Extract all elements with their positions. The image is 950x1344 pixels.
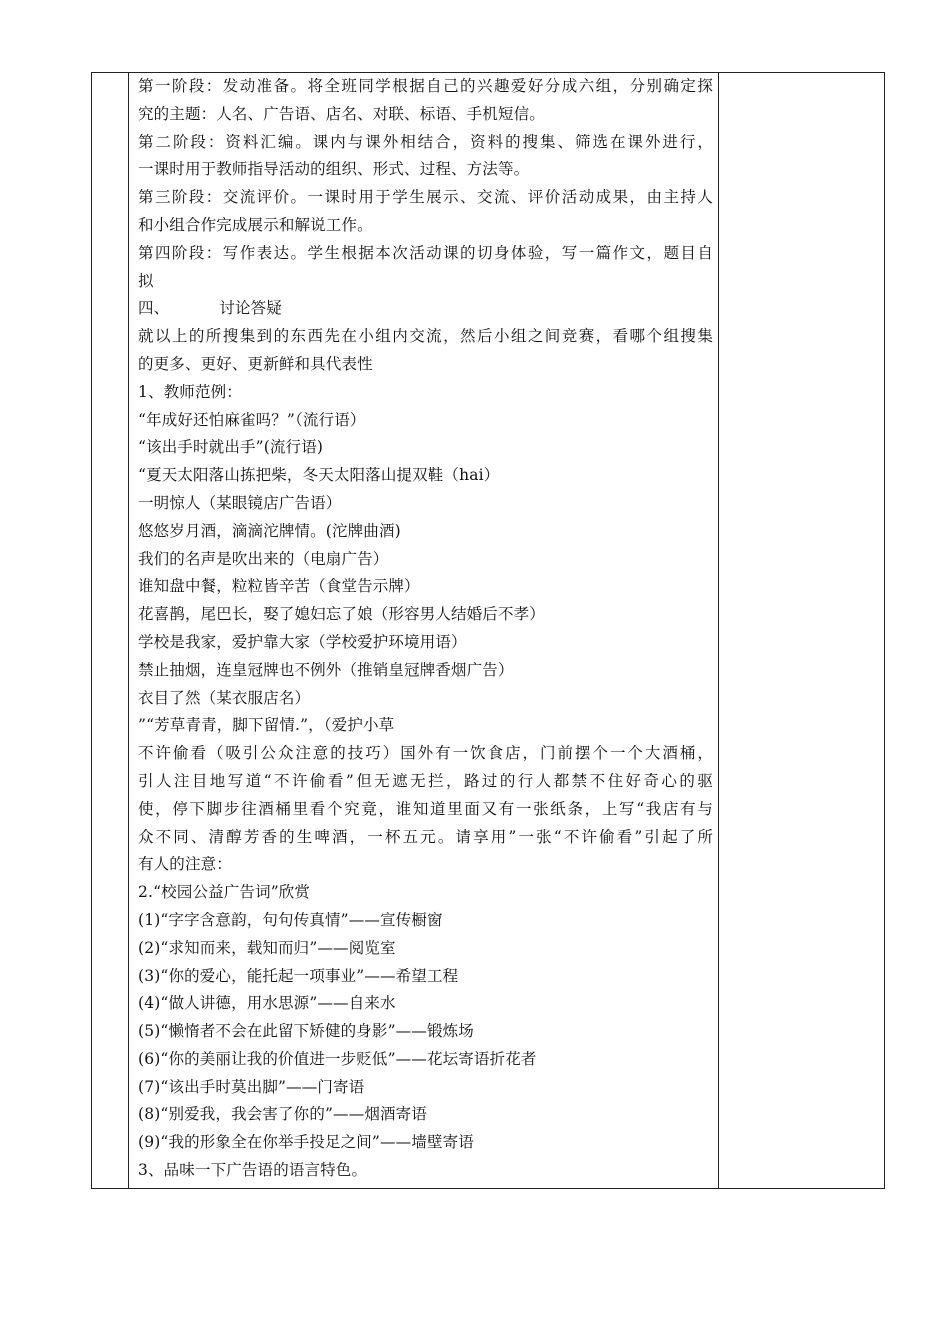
text-line: “年成好还怕麻雀吗？”（流行语） bbox=[138, 410, 366, 429]
text-line: (7)“该出手时莫出脚”——门寄语 bbox=[138, 1077, 365, 1096]
text-line: 一明惊人（某眼镜店广告语） bbox=[138, 493, 342, 512]
text-line: ”“芳草青青，脚下留情.”，（爱护小草 bbox=[138, 716, 395, 735]
text-line: “该出手时就出手”(流行语) bbox=[138, 438, 324, 457]
section-heading bbox=[138, 295, 713, 323]
text-line: 花喜鹊，尾巴长，娶了媳妇忘了娘（形容男人结婚后不孝） bbox=[138, 605, 545, 624]
text-line: (6)“你的美丽让我的价值进一步贬低”——花坛寄语折花者 bbox=[138, 1049, 537, 1068]
table-left-column bbox=[92, 73, 129, 1188]
section-number: 四、 bbox=[138, 299, 170, 318]
text-line: 学校是我家，爱护靠大家（学校爱护环境用语） bbox=[138, 632, 467, 651]
section-title: 讨论答疑 bbox=[219, 299, 282, 318]
text-line: 第一阶段：发动准备。将全班同学根据自己的兴趣爱好分成六组，分别确定探 bbox=[138, 77, 713, 95]
text-line: 众不同、清醇芳香的生啤酒，一杯五元。请享用”一张“不许偷看”引起了所 bbox=[138, 827, 713, 846]
text-line: 第三阶段：交流评价。一课时用于学生展示、交流、评价活动成果，由主持人 bbox=[138, 188, 713, 207]
text-line: (1)“字字含意韵，句句传真情”——宣传橱窗 bbox=[138, 910, 443, 929]
text-line: 引人注目地写道“不许偷看”但无遮无拦，路过的行人都禁不住好奇心的驱 bbox=[138, 771, 713, 790]
text-line: (2)“求知而来，载知而归”——阅览室 bbox=[138, 938, 396, 957]
text-line: 究的主题：人名、广告语、店名、对联、标语、手机短信。 bbox=[138, 104, 545, 123]
text-line: 谁知盘中餐，粒粒皆辛苦（食堂告示牌） bbox=[138, 577, 420, 596]
text-line: 3、品味一下广告语的语言特色。 bbox=[138, 1161, 368, 1180]
text-line: (4)“做人讲德，用水思源”——自来水 bbox=[138, 994, 396, 1013]
text-line: 悠悠岁月酒，滴滴沱牌情。(沱牌曲酒) bbox=[138, 521, 401, 540]
text-line: (5)“懒惰者不会在此留下矫健的身影”——锻炼场 bbox=[138, 1022, 474, 1041]
text-line: 有人的注意： bbox=[138, 855, 232, 874]
lesson-content bbox=[138, 73, 713, 1185]
table-notes-column bbox=[719, 73, 884, 1188]
text-line: 和小组合作完成展示和解说工作。 bbox=[138, 215, 373, 234]
text-line: (8)“别爱我，我会害了你的”——烟酒寄语 bbox=[138, 1105, 427, 1124]
text-line: 禁止抽烟，连皇冠牌也不例外（推销皇冠牌香烟广告） bbox=[138, 660, 514, 679]
text-line: 一课时用于教师指导活动的组织、形式、过程、方法等。 bbox=[138, 160, 530, 179]
text-line: 拟 bbox=[138, 271, 154, 290]
text-line: 就以上的所搜集到的东西先在小组内交流，然后小组之间竞赛，看哪个组搜集 bbox=[138, 327, 713, 346]
table-content-column bbox=[129, 73, 719, 1188]
text-line: 使，停下脚步往酒桶里看个究竟，谁知道里面又有一张纸条，上写“我店有与 bbox=[138, 799, 713, 818]
text-line: 第四阶段：写作表达。学生根据本次活动课的切身体验，写一篇作文，题目自 bbox=[138, 243, 713, 262]
text-line: 不许偷看（吸引公众注意的技巧）国外有一饮食店，门前摆个一个大酒桶， bbox=[138, 744, 713, 763]
text-line: (9)“我的形象全在你举手投足之间”——墙壁寄语 bbox=[138, 1133, 474, 1152]
text-line: 衣目了然（某衣服店名） bbox=[138, 688, 311, 707]
text-line: 的更多、更好、更新鲜和具代表性 bbox=[138, 354, 373, 373]
text-line: (3)“你的爱心，能托起一项事业”——希望工程 bbox=[138, 966, 459, 985]
text-line: “夏天太阳落山拣把柴，冬天太阳落山提双鞋（hai） bbox=[138, 466, 500, 485]
lesson-table bbox=[91, 72, 885, 1189]
text-line: 我们的名声是吹出来的（电扇广告） bbox=[138, 549, 389, 568]
text-line: 第二阶段：资料汇编。课内与课外相结合，资料的搜集、筛选在课外进行， bbox=[138, 132, 713, 151]
text-line: 1、教师范例： bbox=[138, 382, 242, 401]
text-line: 2.“校园公益广告词”欣赏 bbox=[138, 883, 311, 902]
